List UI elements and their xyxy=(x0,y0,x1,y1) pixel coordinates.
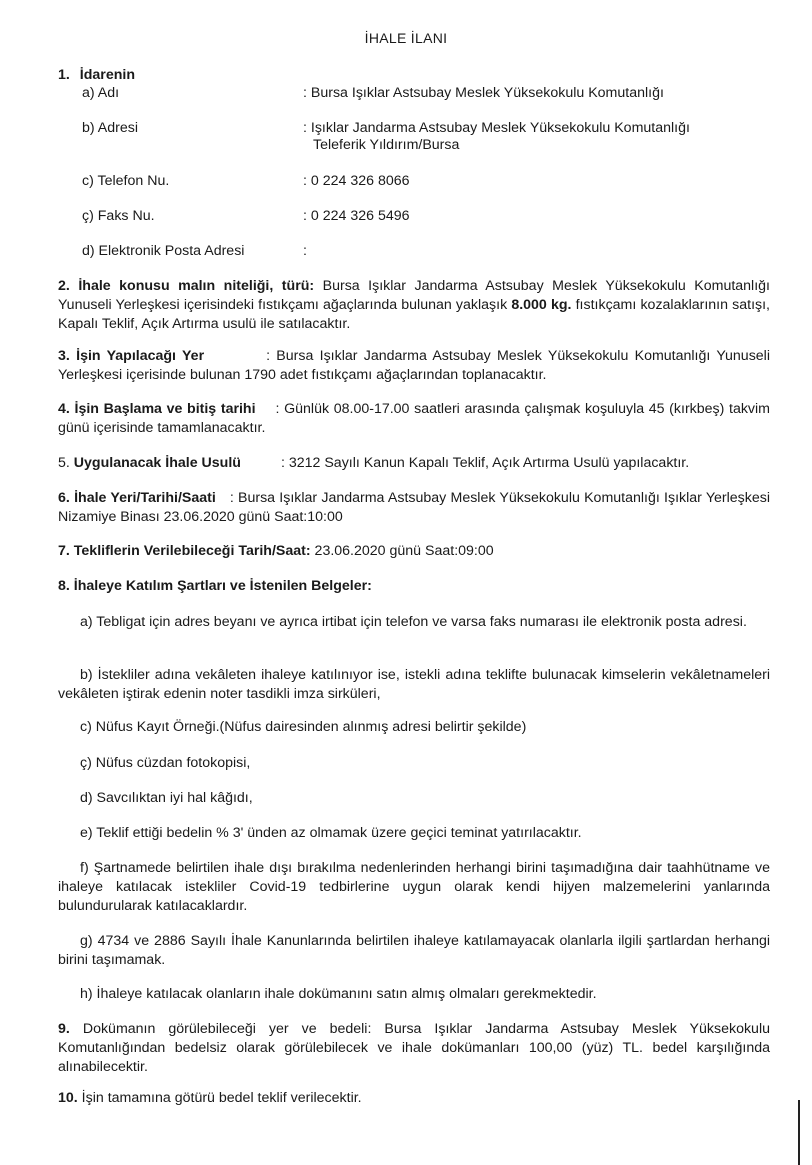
requirement-item-e: e) Teklif ettiği bedelin % 3' ünden az olmamak üzere geçici teminat yatırılacaktır. xyxy=(80,825,582,841)
section-10 xyxy=(58,1089,770,1108)
section-2-quantity: 8.000 kg. xyxy=(511,297,572,313)
requirement-item-h: h) İhaleye katılacak olanların ihale dokümanını satın almış olmaları gerekmektedir. xyxy=(80,986,597,1002)
section-2-text-1: Bursa Işıklar Jandarma Astsubay Meslek Yüksekokulu Komutanlığı Yunuseli Yerleşkesi içerisindeki fıstıkçamı ağaçlarında bulunan yaklaşık xyxy=(58,278,770,313)
section-6-text: : Bursa Işıklar Jandarma Astsubay Meslek Yüksekokulu Komutanlığı Işıklar Yerleşkesi Nizamiye Binası 23.06.2020 günü Saat:10:00 xyxy=(58,490,770,525)
scan-edge-line xyxy=(798,1100,800,1165)
fax-label: ç) Faks Nu. xyxy=(82,208,155,224)
admin-address-value-line2: Teleferik Yıldırım/Bursa xyxy=(313,137,460,153)
fax-value: : 0 224 326 5496 xyxy=(303,208,410,224)
section-3 xyxy=(58,347,770,385)
section-5 xyxy=(58,454,770,473)
section-3-number: 3. xyxy=(58,348,70,364)
section-4-title: İşin Başlama ve bitiş tarihi xyxy=(74,401,256,417)
admin-name-label: a) Adı xyxy=(82,85,120,101)
phone-label: c) Telefon Nu. xyxy=(82,173,170,189)
section-8-title: İhaleye Katılım Şartları ve İstenilen Belgeler: xyxy=(73,578,372,594)
section-1-title: İdarenin xyxy=(79,67,135,83)
section-5-number: 5. xyxy=(58,455,70,471)
admin-address-value-line1: : Işıklar Jandarma Astsubay Meslek Yüksekokulu Komutanlığı xyxy=(303,120,690,136)
phone-value: : 0 224 326 8066 xyxy=(303,173,410,189)
admin-name-value: : Bursa Işıklar Astsubay Meslek Yüksekokulu Komutanlığı xyxy=(303,85,664,101)
section-3-title: İşin Yapılacağı Yer xyxy=(76,348,205,364)
requirement-item-b: b) İstekliler adına vekâleten ihaleye katılınıyor ise, istekli adına teklifte bulunacak kimselerin vekâletnameleri vekâleten iştirak edenin noter tasdikli imza sirküleri, xyxy=(58,667,770,702)
section-3-text: : Bursa Işıklar Jandarma Astsubay Meslek Yüksekokulu Komutanlığı Yunuseli Yerleşkesi içerisinde bulunan 1790 adet fıstıkçamı ağaçlarından toplanacaktır. xyxy=(58,348,770,383)
section-7 xyxy=(58,542,770,561)
section-8-heading xyxy=(58,577,770,596)
requirement-item-d: d) Savcılıktan iyi hal kâğıdı, xyxy=(80,790,253,806)
email-value: : xyxy=(303,243,307,259)
section-6 xyxy=(58,489,770,527)
admin-address-label: b) Adresi xyxy=(82,120,138,136)
section-9-text: Dokümanın görülebileceği yer ve bedeli: Bursa Işıklar Jandarma Astsubay Meslek Yüksekokulu Komutanlığından bedelsiz olarak görülebilecek ve ihale dokümanları 100,00 (yüz) TL. bedel karşılığında alınabilecektir. xyxy=(58,1021,770,1075)
requirement-item-cc: ç) Nüfus cüzdan fotokopisi, xyxy=(80,755,251,771)
section-10-number: 10. xyxy=(58,1090,78,1106)
section-4-text: : Günlük 08.00-17.00 saatleri arasında çalışmak koşuluyla 45 (kırkbeş) takvim günü içerisinde tamamlanacaktır. xyxy=(58,401,770,436)
section-8-number: 8. xyxy=(58,578,70,594)
section-9-number: 9. xyxy=(58,1021,70,1037)
requirement-item-g: g) 4734 ve 2886 Sayılı İhale Kanunlarında belirtilen ihaleye katılamayacak olanlarla ilgili şartlardan herhangi birini taşımamak. xyxy=(58,933,770,968)
section-7-number: 7. xyxy=(58,543,70,559)
section-5-text: : 3212 Sayılı Kanun Kapalı Teklif, Açık Artırma Usulü yapılacaktır. xyxy=(280,455,690,471)
section-1-number: 1. xyxy=(58,67,70,83)
section-1-heading xyxy=(58,66,135,85)
section-10-text: İşin tamamına götürü bedel teklif verilecektir. xyxy=(77,1090,362,1106)
section-7-text: 23.06.2020 günü Saat:09:00 xyxy=(310,543,494,559)
section-2-title: İhale konusu malın niteliği, türü: xyxy=(78,278,315,294)
page-title: İHALE İLANI xyxy=(364,30,448,46)
section-9 xyxy=(58,1020,770,1077)
section-2-number: 2. xyxy=(58,278,70,294)
requirement-item-c: c) Nüfus Kayıt Örneği.(Nüfus dairesinden alınmış adresi belirtir şekilde) xyxy=(80,719,527,735)
requirement-item-f: f) Şartnamede belirtilen ihale dışı bırakılma nedenlerinden herhangi birini taşımadığına dair taahhütname ve ihaleye katılacak istekliler Covid-19 tedbirlerine uygun olarak kendi hijyen malzemelerini yanlarında bulundurularak katılacaklardır. xyxy=(58,860,770,914)
section-5-title: Uygulanacak İhale Usulü xyxy=(73,455,241,471)
section-6-title: İhale Yeri/Tarihi/Saati xyxy=(74,490,216,506)
section-4-number: 4. xyxy=(58,401,70,417)
section-7-title: Tekliflerin Verilebileceği Tarih/Saat: xyxy=(73,543,311,559)
section-6-number: 6. xyxy=(58,490,70,506)
email-label: d) Elektronik Posta Adresi xyxy=(82,243,245,259)
section-2-text-2: fıstıkçamı kozalaklarının satışı, Kapalı Teklif, Açık Artırma usulü ile satılacaktır. xyxy=(58,297,770,332)
requirement-item-a: a) Tebligat için adres beyanı ve ayrıca irtibat için telefon ve varsa faks numarası ile elektronik posta adresi. xyxy=(80,614,747,630)
section-2 xyxy=(58,277,770,334)
section-4 xyxy=(58,400,770,438)
